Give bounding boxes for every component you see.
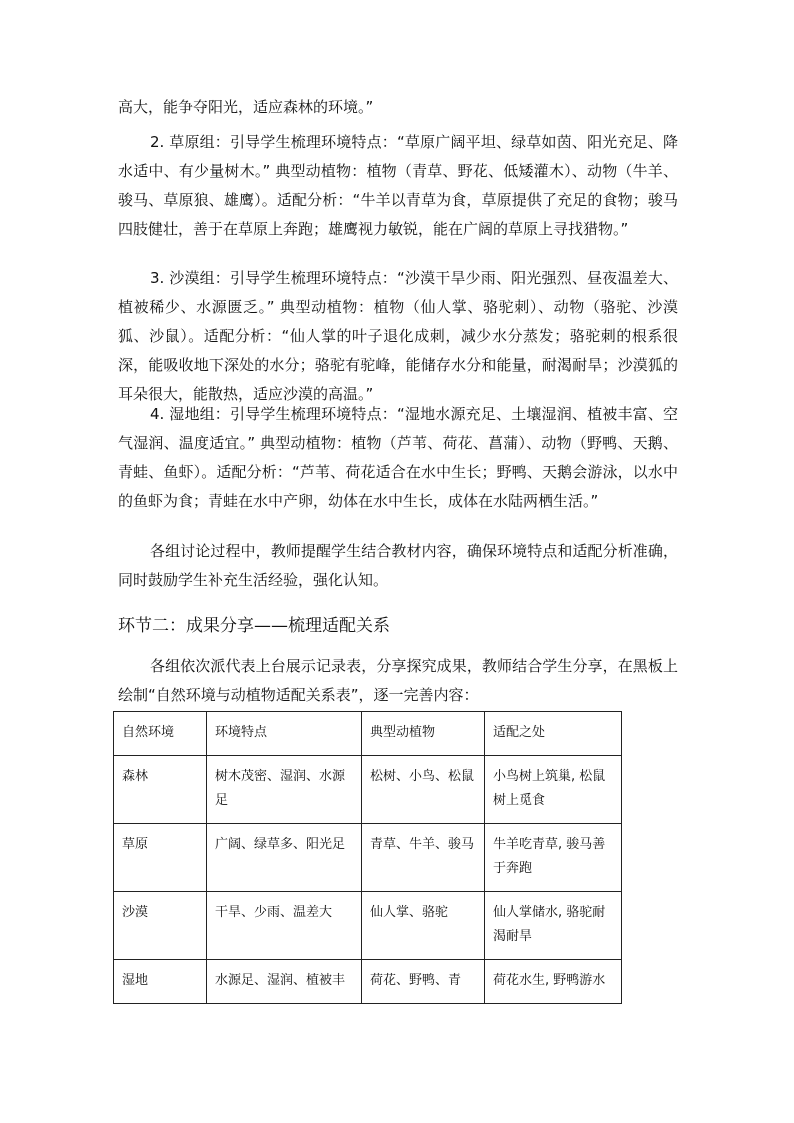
- table-cell: 小鸟树上筑巢, 松鼠树上觅食: [485, 756, 622, 824]
- table-cell: 湿地: [114, 960, 207, 1004]
- table-cell: 水源足、湿润、植被丰: [207, 960, 362, 1004]
- table-row: [114, 824, 622, 892]
- table-cell: 青草、牛羊、骏马: [362, 824, 485, 892]
- paragraph-wetland: [118, 400, 678, 516]
- table-row: [114, 756, 622, 824]
- table-cell: 荷花水生, 野鸭游水: [485, 960, 622, 1004]
- paragraph-forest-end: [118, 93, 678, 122]
- table-header-cell: 环境特点: [207, 712, 362, 756]
- table-header-cell: 适配之处: [485, 712, 622, 756]
- paragraph-text: 3. 沙漠组：引导学生梳理环境特点：“沙漠干旱少雨、阳光强烈、昼夜温差大、植被稀少、水源匮乏。” 典型动植物：植物（仙人掌、骆驼刺）、动物（骆驼、沙漠狐、沙鼠）。适配分析：“仙人掌的叶子退化成刺，减少水分蒸发；骆驼刺的根系很深，能吸收地下深处的水分；骆驼有驼峰，能储存水分和能量，耐渴耐旱；沙漠狐的耳朵很大，能散热，适应沙漠的高温。”: [118, 269, 678, 403]
- table-header-cell: 典型动植物: [362, 712, 485, 756]
- table-cell: 干旱、少雨、温差大: [207, 892, 362, 960]
- table-row: [114, 960, 622, 1004]
- table-header-row: [114, 712, 622, 756]
- table-cell: 森林: [114, 756, 207, 824]
- table-cell: 草原: [114, 824, 207, 892]
- adaptation-table: [113, 711, 622, 1004]
- table-cell: 沙漠: [114, 892, 207, 960]
- paragraph-text: 各组讨论过程中，教师提醒学生结合教材内容，确保环境特点和适配分析准确，同时鼓励学生补充生活经验，强化认知。: [118, 542, 678, 589]
- section-heading: 环节二：成果分享——梳理适配关系: [118, 616, 390, 636]
- paragraph-grassland: [118, 128, 678, 244]
- paragraph-text: 高大，能争夺阳光，适应森林的环境。”: [118, 98, 374, 116]
- table-cell: 荷花、野鸭、青: [362, 960, 485, 1004]
- paragraph-intro: [118, 652, 678, 710]
- paragraph-text: 4. 湿地组：引导学生梳理环境特点：“湿地水源充足、土壤湿润、植被丰富、空气湿润、温度适宜。” 典型动植物：植物（芦苇、荷花、菖蒲）、动物（野鸭、天鹅、青蛙、鱼虾）。适配分析：“芦苇、荷花适合在水中生长；野鸭、天鹅会游泳，以水中的鱼虾为食；青蛙在水中产卵，幼体在水中生长，成体在水陆两栖生活。”: [118, 405, 678, 510]
- table-header-cell: 自然环境: [114, 712, 207, 756]
- table-cell: 树木茂密、湿润、水源足: [207, 756, 362, 824]
- table-cell: 牛羊吃青草, 骏马善于奔跑: [485, 824, 622, 892]
- table-cell: 仙人掌储水, 骆驼耐渴耐旱: [485, 892, 622, 960]
- paragraph-desert: [118, 264, 678, 409]
- paragraph-discussion: [118, 537, 678, 595]
- table-row: [114, 892, 622, 960]
- table-cell: 广阔、绿草多、阳光足: [207, 824, 362, 892]
- paragraph-text: 各组依次派代表上台展示记录表，分享探究成果，教师结合学生分享，在黑板上绘制“自然环境与动植物适配关系表”，逐一完善内容：: [118, 657, 678, 704]
- table-cell: 松树、小鸟、松鼠: [362, 756, 485, 824]
- table-cell: 仙人掌、骆驼: [362, 892, 485, 960]
- paragraph-text: 2. 草原组：引导学生梳理环境特点：“草原广阔平坦、绿草如茵、阳光充足、降水适中、有少量树木。” 典型动植物：植物（青草、野花、低矮灌木）、动物（牛羊、骏马、草原狼、雄鹰）。适配分析：“牛羊以青草为食，草原提供了充足的食物；骏马四肢健壮，善于在草原上奔跑；雄鹰视力敏锐，能在广阔的草原上寻找猎物。”: [118, 133, 678, 238]
